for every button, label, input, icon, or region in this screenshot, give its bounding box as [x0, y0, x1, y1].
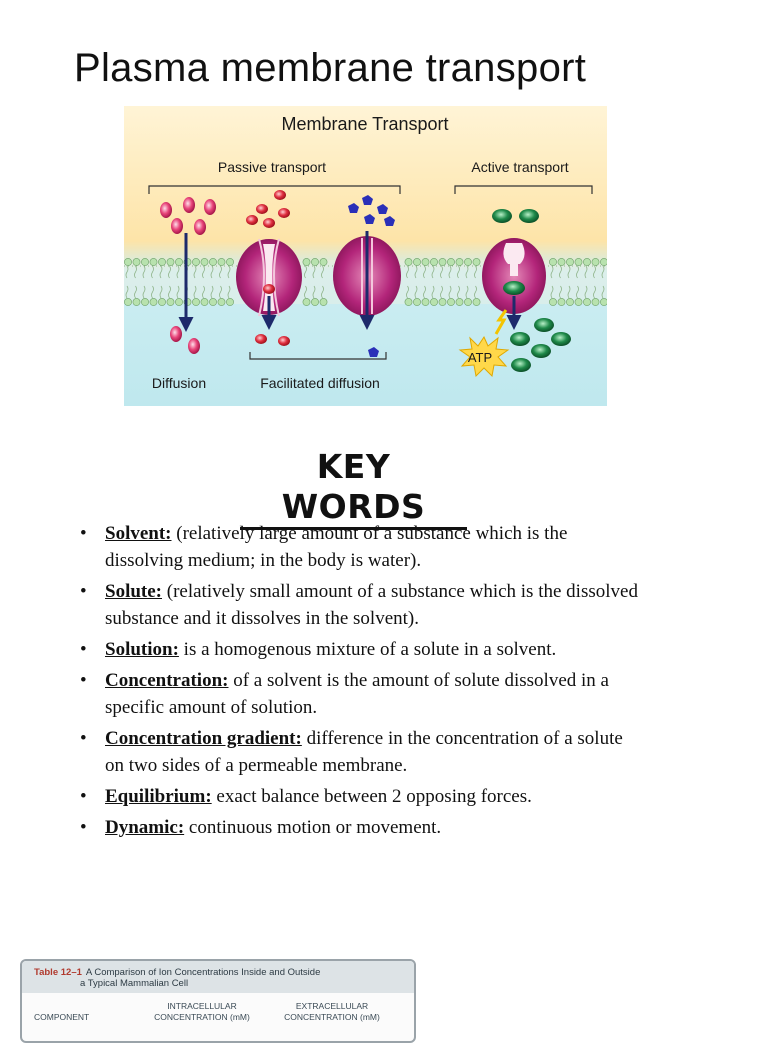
lipid-head [141, 258, 148, 265]
definition-text: of a solvent is the amount of solute dissolved in a specific amount of solution. [105, 670, 609, 718]
lipid-head [600, 258, 607, 265]
bullet-icon: • [80, 639, 87, 660]
lipid-head [473, 258, 480, 265]
diffusion-label: Diffusion [151, 375, 207, 391]
bullet-icon: • [80, 670, 87, 691]
lipid-head [549, 298, 556, 305]
col-component: COMPONENT [34, 1012, 90, 1022]
col-intracellular-line1: INTRACELLULAR [167, 1001, 237, 1011]
lipid-head [124, 298, 131, 305]
membrane-transport-diagram [124, 106, 607, 406]
lipid-head [158, 298, 165, 305]
passive-transport-label: Passive transport [217, 159, 327, 175]
diagram-title: Membrane Transport [281, 114, 449, 134]
lipid-head [303, 298, 310, 305]
lipid-head [464, 298, 471, 305]
lipid-head [575, 298, 582, 305]
lipid-head [473, 298, 480, 305]
lipid-head [592, 258, 599, 265]
lipid-head [592, 298, 599, 305]
bullet-icon: • [80, 817, 87, 838]
lipid-head [209, 258, 216, 265]
table-number: Table 12–1 [34, 967, 82, 978]
lipid-head [430, 258, 437, 265]
lipid-head [133, 258, 140, 265]
key-words-heading: KEY WORDS [240, 447, 467, 530]
definition-text: difference in the concentration of a solute on two sides of a permeable membrane. [105, 728, 623, 776]
lipid-head [209, 298, 216, 305]
lipid-head [226, 298, 233, 305]
atp-label: ATP [467, 350, 493, 365]
active-transport-label: Active transport [471, 159, 569, 175]
lipid-head [566, 258, 573, 265]
lipid-head [600, 298, 607, 305]
lipid-head [167, 298, 174, 305]
bullet-icon: • [80, 728, 87, 749]
lipid-head [413, 258, 420, 265]
definition-text: exact balance between 2 opposing forces. [211, 786, 532, 807]
definition-item [80, 667, 640, 721]
definition-text: (relatively small amount of a substance which is the dissolved substance and it dissolves in the solvent). [105, 581, 638, 629]
lipid-head [439, 258, 446, 265]
bullet-icon: • [80, 581, 87, 602]
lipid-head [549, 258, 556, 265]
ion-concentration-table-preview [20, 959, 416, 1043]
lipid-head [158, 258, 165, 265]
definition-text: (relatively large amount of a substance which is the dissolving medium; in the body is water). [105, 523, 568, 571]
lipid-head [583, 258, 590, 265]
lipid-head [150, 258, 157, 265]
lipid-head [192, 298, 199, 305]
lipid-head [413, 298, 420, 305]
lipid-head [201, 298, 208, 305]
lipid-head [456, 258, 463, 265]
col-extracellular-line2: CONCENTRATION (mM) [284, 1012, 380, 1022]
lipid-head [175, 258, 182, 265]
lipid-head [575, 258, 582, 265]
definition-item [80, 783, 640, 810]
lipid-head [439, 298, 446, 305]
definition-text: continuous motion or movement. [184, 817, 442, 838]
lipid-head [192, 258, 199, 265]
definition-item [80, 578, 640, 632]
definition-item [80, 636, 640, 663]
facilitated-diffusion-label: Facilitated diffusion [260, 375, 380, 391]
lipid-head [167, 258, 174, 265]
lipid-head [405, 258, 412, 265]
lipid-head [226, 258, 233, 265]
table-caption-line1: A Comparison of Ion Concentrations Inside and Outside [85, 967, 321, 978]
lipid-head [311, 298, 318, 305]
lipid-head [422, 258, 429, 265]
bullet-icon: • [80, 786, 87, 807]
lipid-head [141, 298, 148, 305]
definition-term: Solute: [105, 581, 162, 602]
definition-term: Equilibrium: [105, 786, 212, 807]
lipid-head [320, 258, 327, 265]
lipid-head [566, 298, 573, 305]
definition-term: Solvent: [105, 523, 172, 544]
lipid-head [558, 258, 565, 265]
lipid-head [311, 258, 318, 265]
lipid-head [303, 258, 310, 265]
lipid-head [201, 258, 208, 265]
lipid-head [175, 298, 182, 305]
col-extracellular-line1: EXTRACELLULAR [295, 1001, 369, 1011]
definition-term: Concentration gradient: [105, 728, 302, 749]
definition-item [80, 814, 640, 841]
page-title: Plasma membrane transport [74, 46, 587, 90]
lipid-head [583, 298, 590, 305]
lipid-head [422, 298, 429, 305]
lipid-head [447, 258, 454, 265]
lipid-head [124, 258, 131, 265]
definition-term: Dynamic: [105, 817, 185, 838]
table-column-headers [22, 993, 414, 1033]
definitions-list [80, 520, 640, 845]
lipid-head [218, 258, 225, 265]
lipid-head [133, 298, 140, 305]
lipid-head [558, 298, 565, 305]
bullet-icon: • [80, 523, 87, 544]
lipid-head [320, 298, 327, 305]
definition-item [80, 520, 640, 574]
definition-term: Solution: [105, 639, 179, 660]
lipid-head [150, 298, 157, 305]
lipid-head [456, 298, 463, 305]
lipid-head [218, 298, 225, 305]
table-caption [22, 961, 414, 993]
lipid-head [405, 298, 412, 305]
col-intracellular-line2: CONCENTRATION (mM) [154, 1012, 250, 1022]
definition-text: is a homogenous mixture of a solute in a solvent. [178, 639, 557, 660]
table-caption-line2: a Typical Mammalian Cell [80, 978, 189, 989]
lipid-head [447, 298, 454, 305]
lipid-head [464, 258, 471, 265]
definition-term: Concentration: [105, 670, 229, 691]
lipid-head [430, 298, 437, 305]
definition-item [80, 725, 640, 779]
